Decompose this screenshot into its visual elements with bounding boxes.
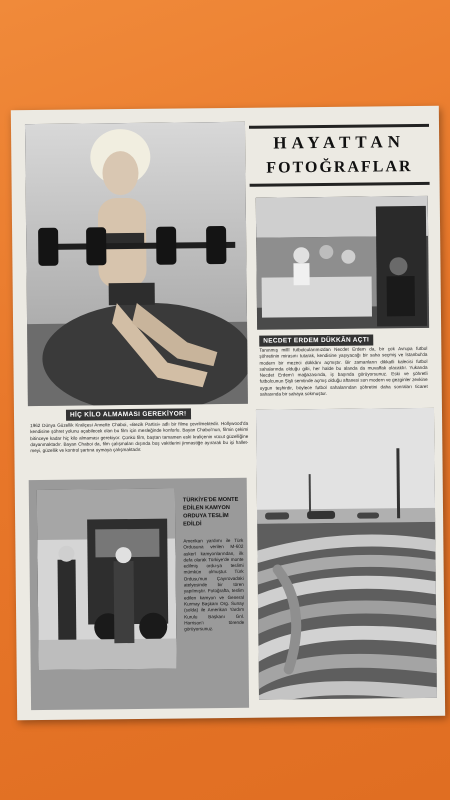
model-caption-text: 1962 Dünya Güzellik Kraliçesi Annette Chaboi, «Bezik Partisi» adlı bir filme çevrilmektedir. Hollywood'da kendisine şöhret yolunu açabilecek olan bu film için mesleğinde konforlu. Bayan Chaboi'nun, filmin çekimi bitinceye kadar hiç kilo almaması gerekiyor. Çünkü film, baştan tamamen eski kraliçenin vücut güzelliğine dayanmaktadır. Bayan Chaboi da, film çalışmaları dışında boş vakitlerini jimnastiğe ayırarak bu işi hallet-meyi, güzellik ve kontrol şartına uymaya çalışmaktadır. xyxy=(30,420,249,454)
model-caption-label: HİÇ KİLO ALMAMASI GEREKİYOR! xyxy=(66,408,191,420)
store-caption-label: NECDET ERDEM DÜKKÂN AÇTI xyxy=(259,334,373,346)
store-photo-image xyxy=(256,196,429,330)
masthead xyxy=(249,124,430,196)
truck-photo xyxy=(37,489,177,670)
truck-photo-image xyxy=(37,489,177,670)
masthead-line1: HAYATTAN xyxy=(273,132,406,153)
store-caption-text: Tanınmış millî futbolcularımızdan Necdet Erdem da, bir çok Avrupa futbol şöhretinin mirasını tutarak, kendisine yaşıyacağı bir saha seçmiş ve İstanbul'da modern bir mezeci dükkânı açmıştır. Bir zamanların dikkatli kalecisi futbol sahalarında olduğu gibi, her halde bu alanda da muvaffak olacaktır. Yukarıda Necdet Erdem'i mağazasında, iş başında görüyorsunuz. Eski ve şöhretli futbolcunun Şişli semtinde açmış olduğu aftanesi son modern ve gezginler zevkine uygun teşhirdir, böylece futbol sahalarından şöhretini daha sonraları ticaret sahasında bir sahaya sokmuştur. xyxy=(259,345,428,397)
truck-caption-text: Amerikan yardımı ile Türk Ordusuna verilen M-602 askerî kamyonlarından, ilk defa olarak Türkiye'de monte edilmiş ordu-ya teslimi mümkün olmuştur. Türk Ordusu'nun Çayırovadaki atelyesinde bir tören yapılmıştır. Fotoğrafta, teslim edilen kamyon ve General Kurmay Başkanı Org. Sunay (solda) ile Amerikan Yardım Kurulu Başkanı Gnl. Harrison'ı törende görüyorsunuz. xyxy=(183,537,245,632)
model-photo xyxy=(25,122,248,406)
masthead-rule-bottom xyxy=(250,182,430,187)
model-photo-image xyxy=(25,122,248,406)
magazine-page xyxy=(11,106,445,720)
masthead-rule-top xyxy=(249,124,429,129)
store-photo xyxy=(256,196,429,330)
truck-title: TÜRKİYE'DE MONTE EDİLEN KAMYON ORDUYA TESLİM EDİLDİ xyxy=(182,496,239,528)
masthead-line2: FOTOĞRAFLAR xyxy=(266,158,413,177)
pipes-photo xyxy=(256,408,437,700)
pipes-photo-image xyxy=(256,408,437,700)
